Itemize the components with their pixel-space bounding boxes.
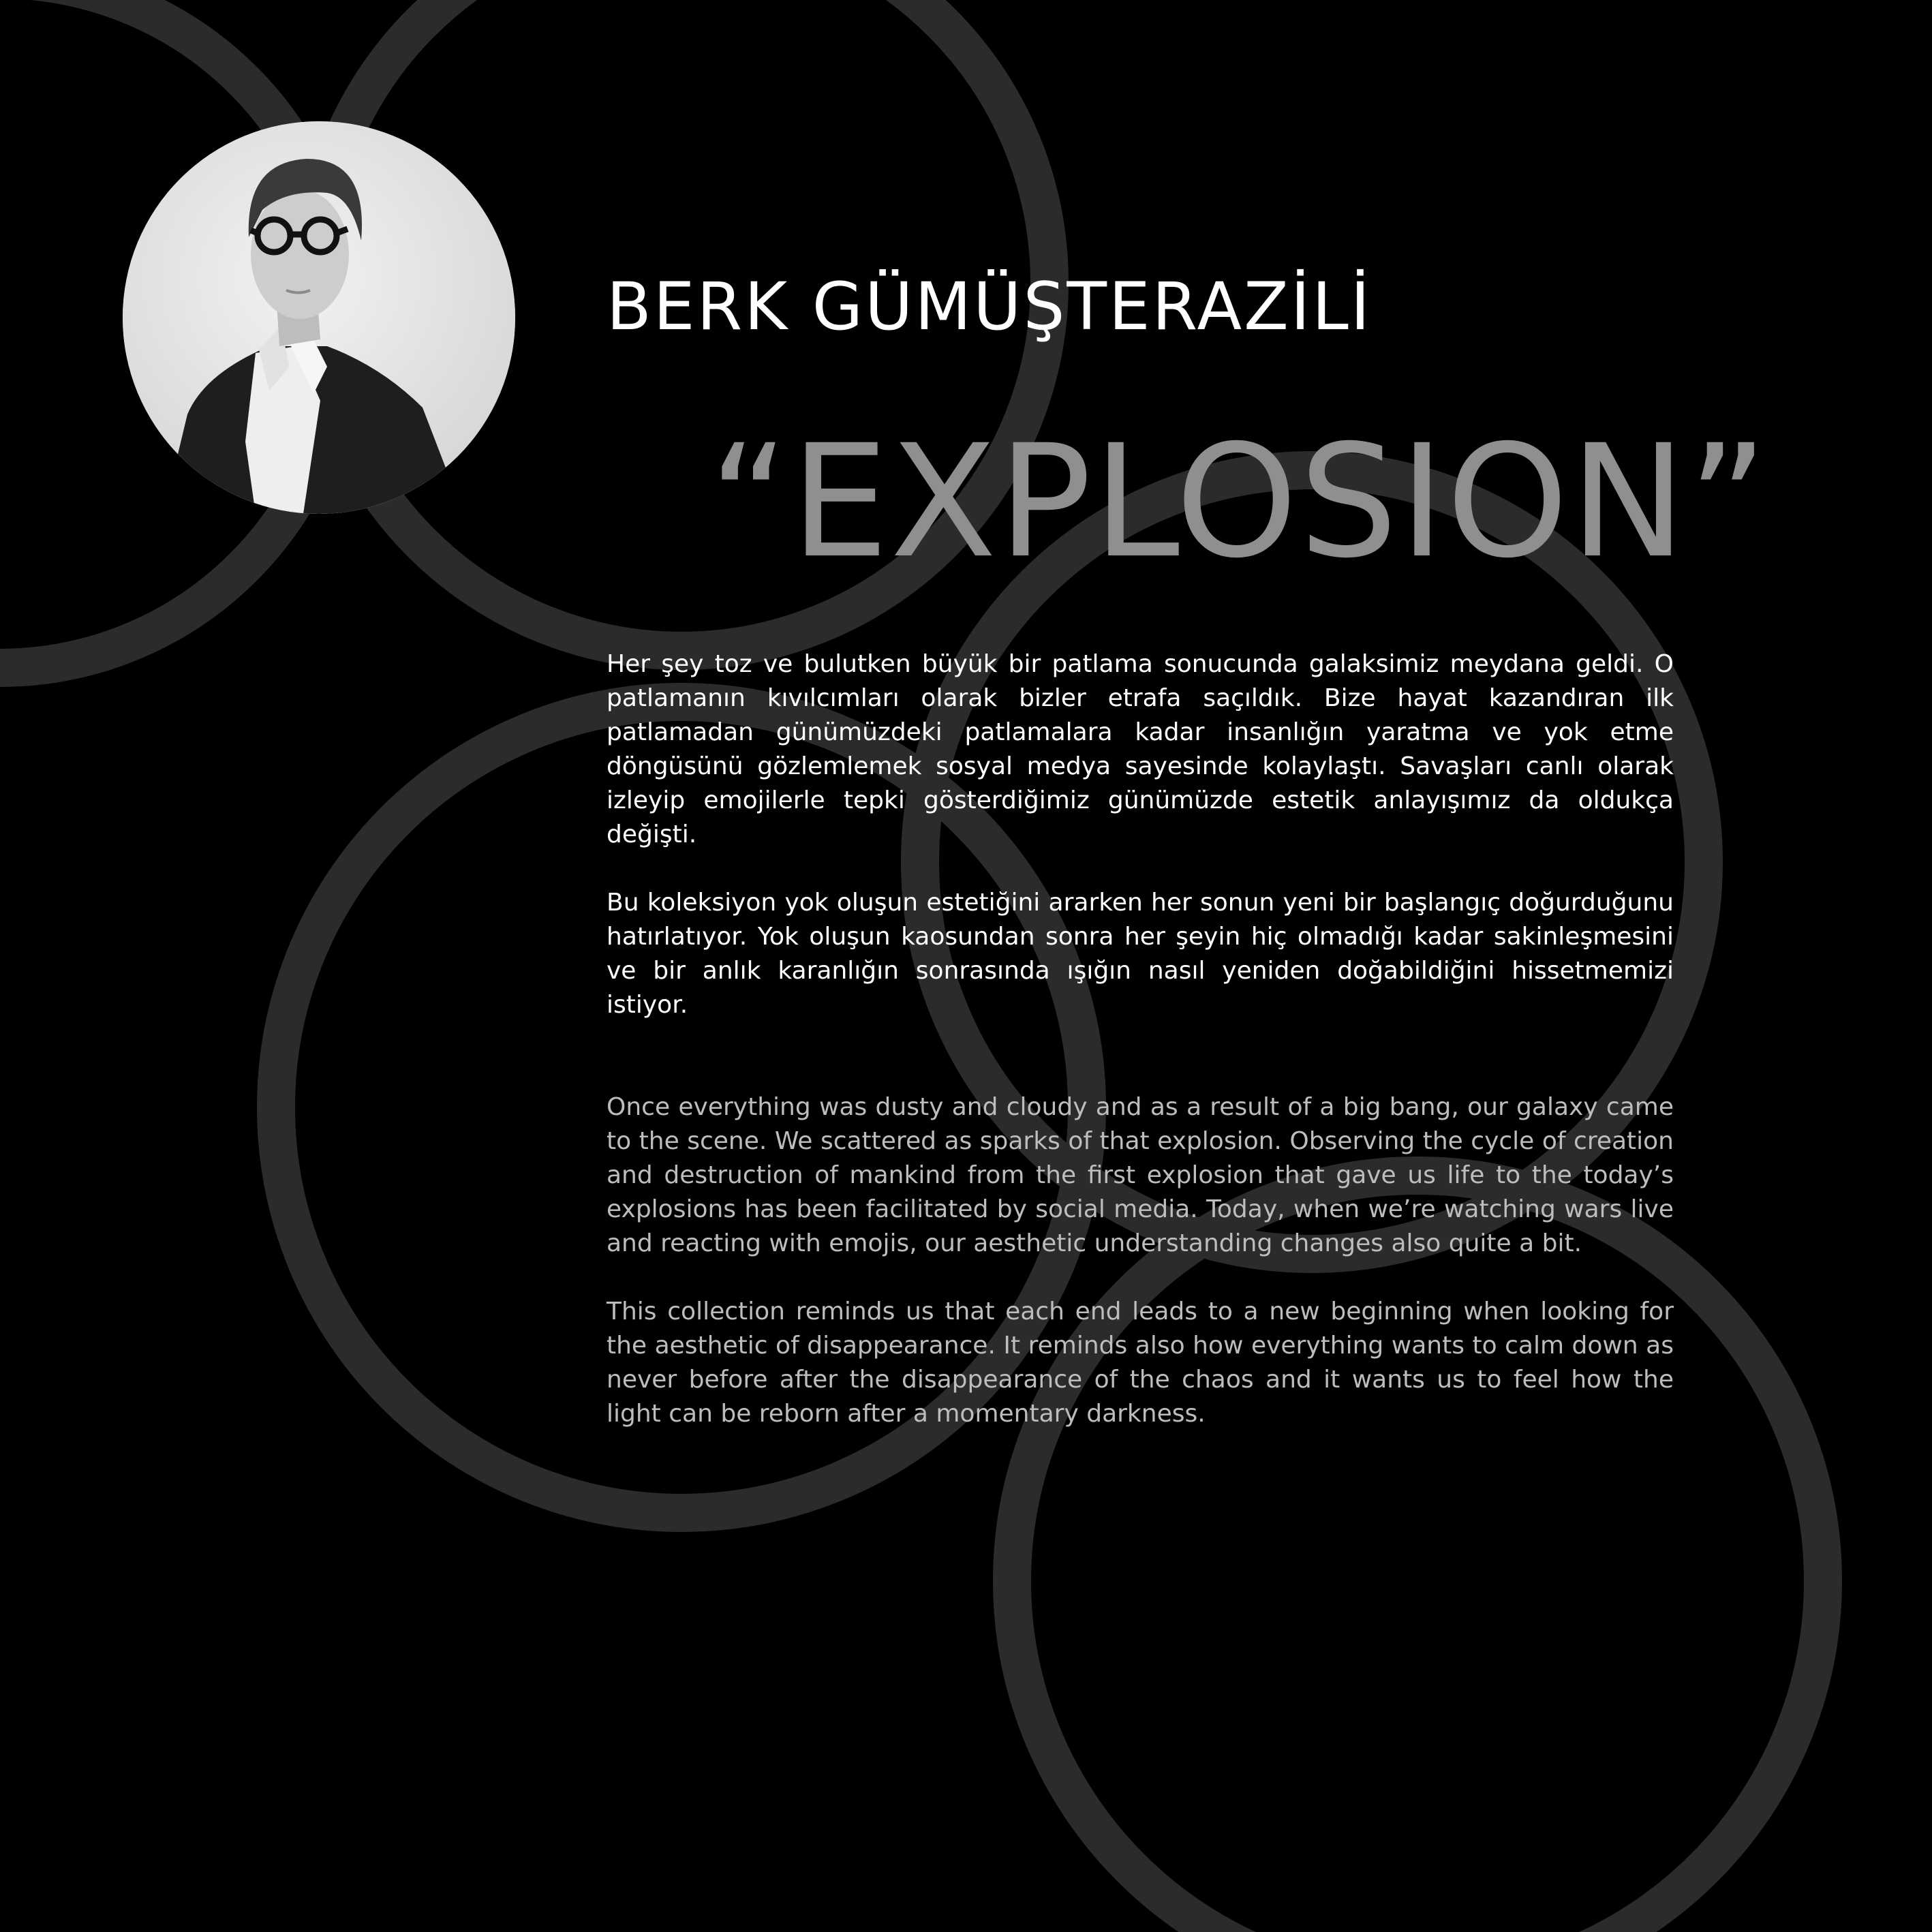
english-paragraph-1: Once everything was dusty and cloudy and as a result of a big bang, our galaxy came to the scene. We scattered as sparks of that explosion. Observing the cycle of creation and destruction of mankind from the first explosion that gave us life to the today’s explosions has been facilitated by social media. Today, when we’re watching wars live and reacting with emojis, our aesthetic understanding changes also quite a bit.	[607, 1093, 1674, 1257]
turkish-paragraph-2: Bu koleksiyon yok oluşun estetiğini ararken her sonun yeni bir başlangıç doğurduğunu hatırlatıyor. Yok oluşun kaosundan sonra her şeyin hiç olmadığı kadar sakinleşmesini ve bir anlık karanlığın sonrasında ışığın nasıl yeniden doğabildiğini hissetmemizi istiyor.	[607, 889, 1674, 1019]
designer-name: BERK GÜMÜŞTERAZİLİ	[607, 269, 1373, 345]
designer-portrait	[123, 121, 515, 514]
ring-bottom-right	[1012, 1176, 1823, 1932]
portrait-icon	[123, 121, 515, 514]
turkish-paragraph-1: Her şey toz ve bulutken büyük bir patlama sonucunda galaksimiz meydana geldi. O patlamanın kıvılcımları olarak bizler etrafa saçıldık. Bize hayat kazandıran ilk patlamadan günümüzdeki patlamalara kadar insanlığın yaratma ve yok etme döngüsünü gözlemlemek sosyal medya sayesinde kolaylaştı. Savaşları canlı olarak izleyip emojilerle tepki gösterdiğimiz günümüzde estetik anlayışımız da oldukça değişti.	[607, 650, 1674, 848]
collection-title: “EXPLOSION”	[709, 411, 1770, 592]
english-paragraph-2: This collection reminds us that each end leads to a new beginning when looking for the aesthetic of disappearance. It reminds also how everything wants to calm down as never before after the disappearance of the chaos and it wants us to feel how the light can be reborn after a momentary darkness.	[607, 1298, 1674, 1428]
